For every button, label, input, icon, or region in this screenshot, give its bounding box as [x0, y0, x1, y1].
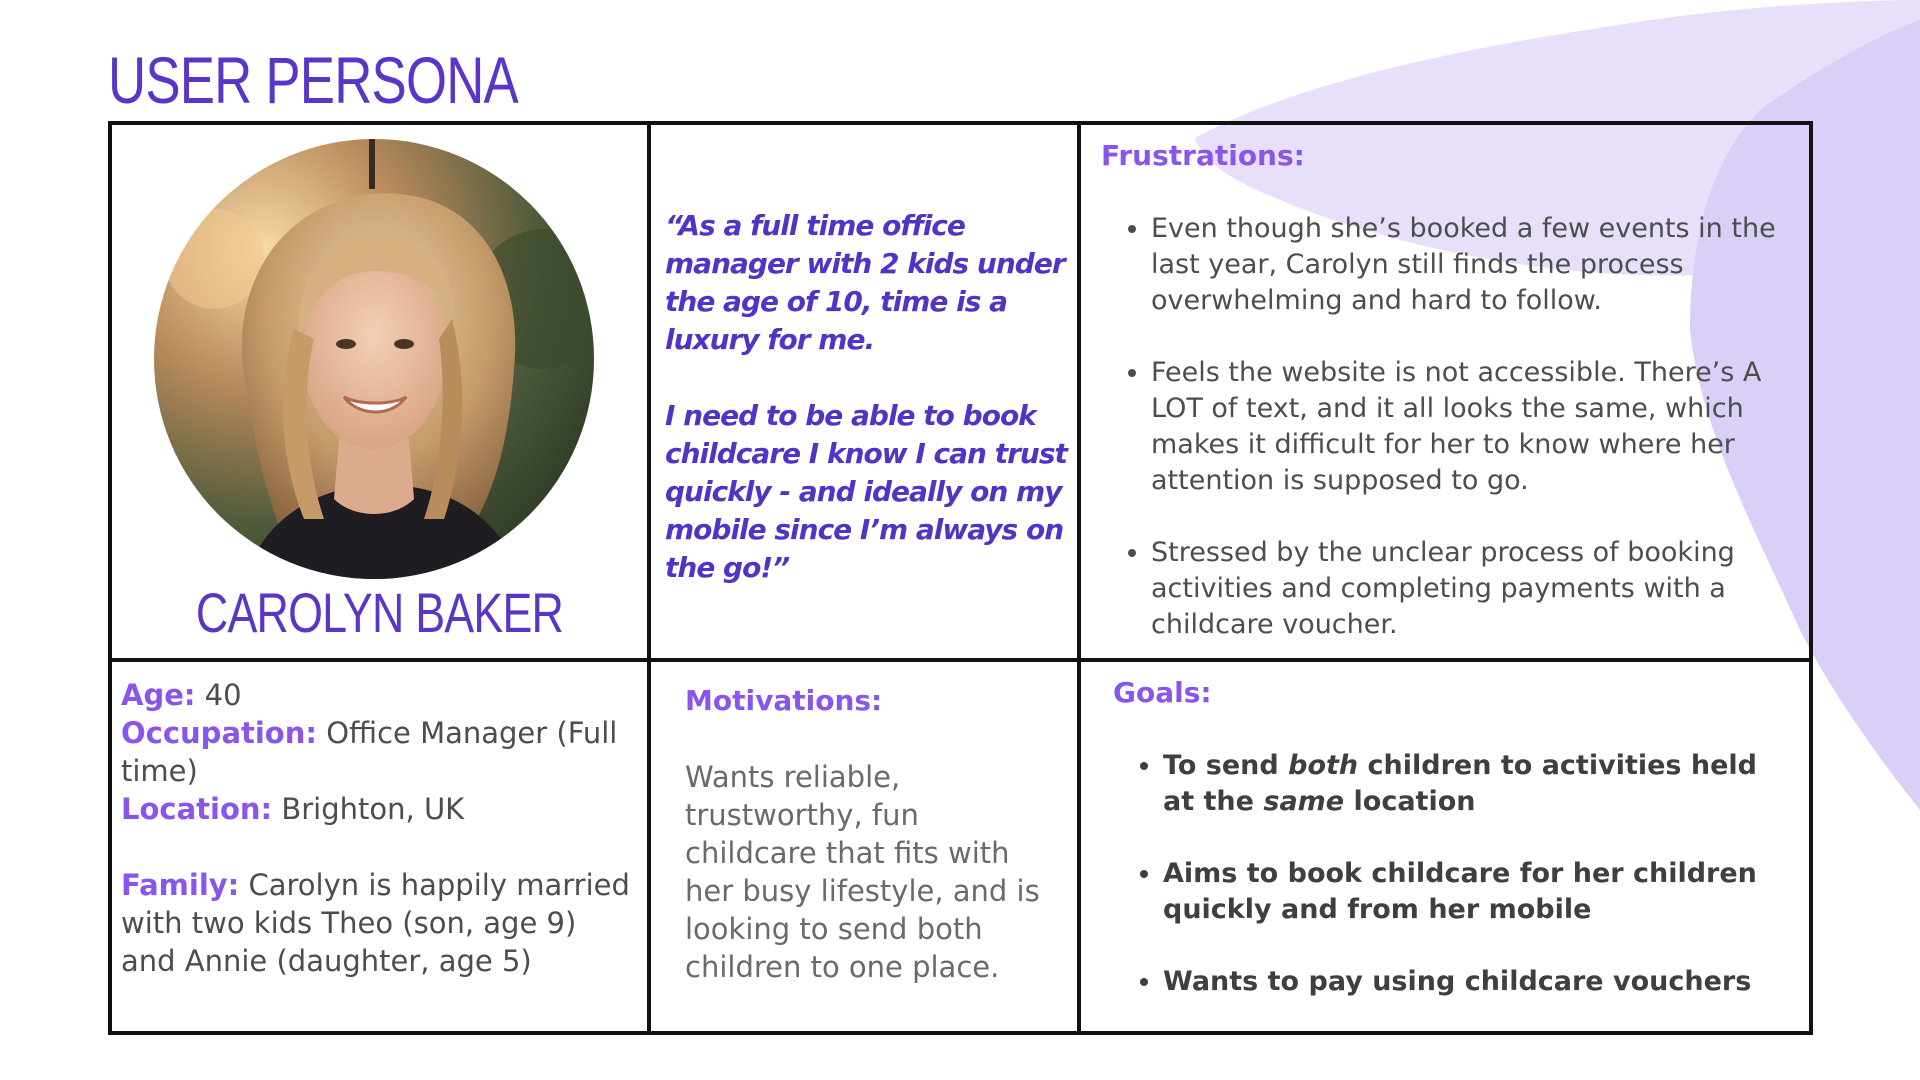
age-value: 40 — [195, 678, 242, 712]
demographics-block — [121, 676, 637, 980]
persona-quote — [665, 207, 1071, 587]
motivations-text: Wants reliable, trustworthy, fun childcare that fits with her busy lifestyle, and is looking to send both children to one place. — [685, 760, 1040, 984]
occupation-line — [121, 714, 637, 790]
age-label: Age: — [121, 678, 196, 712]
goal-text: children to activities held at the — [1163, 750, 1758, 817]
family-value: Carolyn is happily married with two kids Theo (son, age 9) and Annie (daughter, age 5) — [121, 868, 630, 978]
demographics-spacer — [121, 828, 637, 866]
location-value: Brighton, UK — [272, 792, 465, 826]
goal-text: location — [1344, 786, 1476, 817]
frustration-item: • Feels the website is not accessible. There’s A LOT of text, and it all looks the same, which makes it difficult for her to know where her attention is supposed to go. — [1151, 355, 1799, 499]
frustrations-list — [1109, 211, 1799, 643]
motivations-cell — [651, 662, 1081, 1031]
persona-name: CAROLYN BAKER — [195, 581, 564, 644]
goal-emphasis: same — [1263, 786, 1345, 817]
persona-grid — [108, 121, 1813, 1035]
portrait-photo — [154, 139, 594, 579]
quote-paragraph: “As a full time office manager with 2 kids under the age of 10, time is a luxury for me. — [665, 209, 1065, 356]
goal-item: • Wants to pay using childcare vouchers — [1163, 964, 1779, 1000]
demographics-cell — [112, 662, 651, 1031]
goals-cell — [1081, 662, 1809, 1031]
goal-emphasis: both — [1288, 750, 1359, 781]
location-line — [121, 790, 637, 828]
goals-heading: Goals: — [1113, 676, 1212, 709]
goal-item — [1163, 748, 1779, 820]
persona-photo-cell — [112, 125, 651, 662]
portrait-photo-image — [154, 139, 594, 579]
quote-paragraph: I need to be able to book childcare I know I can trust quickly - and ideally on my mobile since I’m always on the go!” — [665, 399, 1067, 584]
occupation-label: Occupation: — [121, 716, 317, 750]
frustration-item: • Even though she’s booked a few events in the last year, Carolyn still finds the process overwhelming and hard to follow. — [1151, 211, 1799, 319]
family-label: Family: — [121, 868, 240, 902]
frustration-item: • Stressed by the unclear process of booking activities and completing payments with a childcare voucher. — [1151, 535, 1799, 643]
quote-cell — [651, 125, 1081, 662]
frustrations-heading: Frustrations: — [1101, 139, 1305, 172]
age-line — [121, 676, 637, 714]
goal-item: • Aims to book childcare for her children quickly and from her mobile — [1163, 856, 1779, 928]
goals-list — [1121, 748, 1779, 1000]
occupation-value: Office Manager (Full time) — [121, 716, 618, 788]
motivations-heading: Motivations: — [685, 684, 883, 717]
location-label: Location: — [121, 792, 273, 826]
goal-text: To send — [1163, 750, 1289, 781]
frustrations-cell — [1081, 125, 1809, 662]
family-line — [121, 866, 637, 980]
page-title: USER PERSONA — [108, 43, 518, 117]
